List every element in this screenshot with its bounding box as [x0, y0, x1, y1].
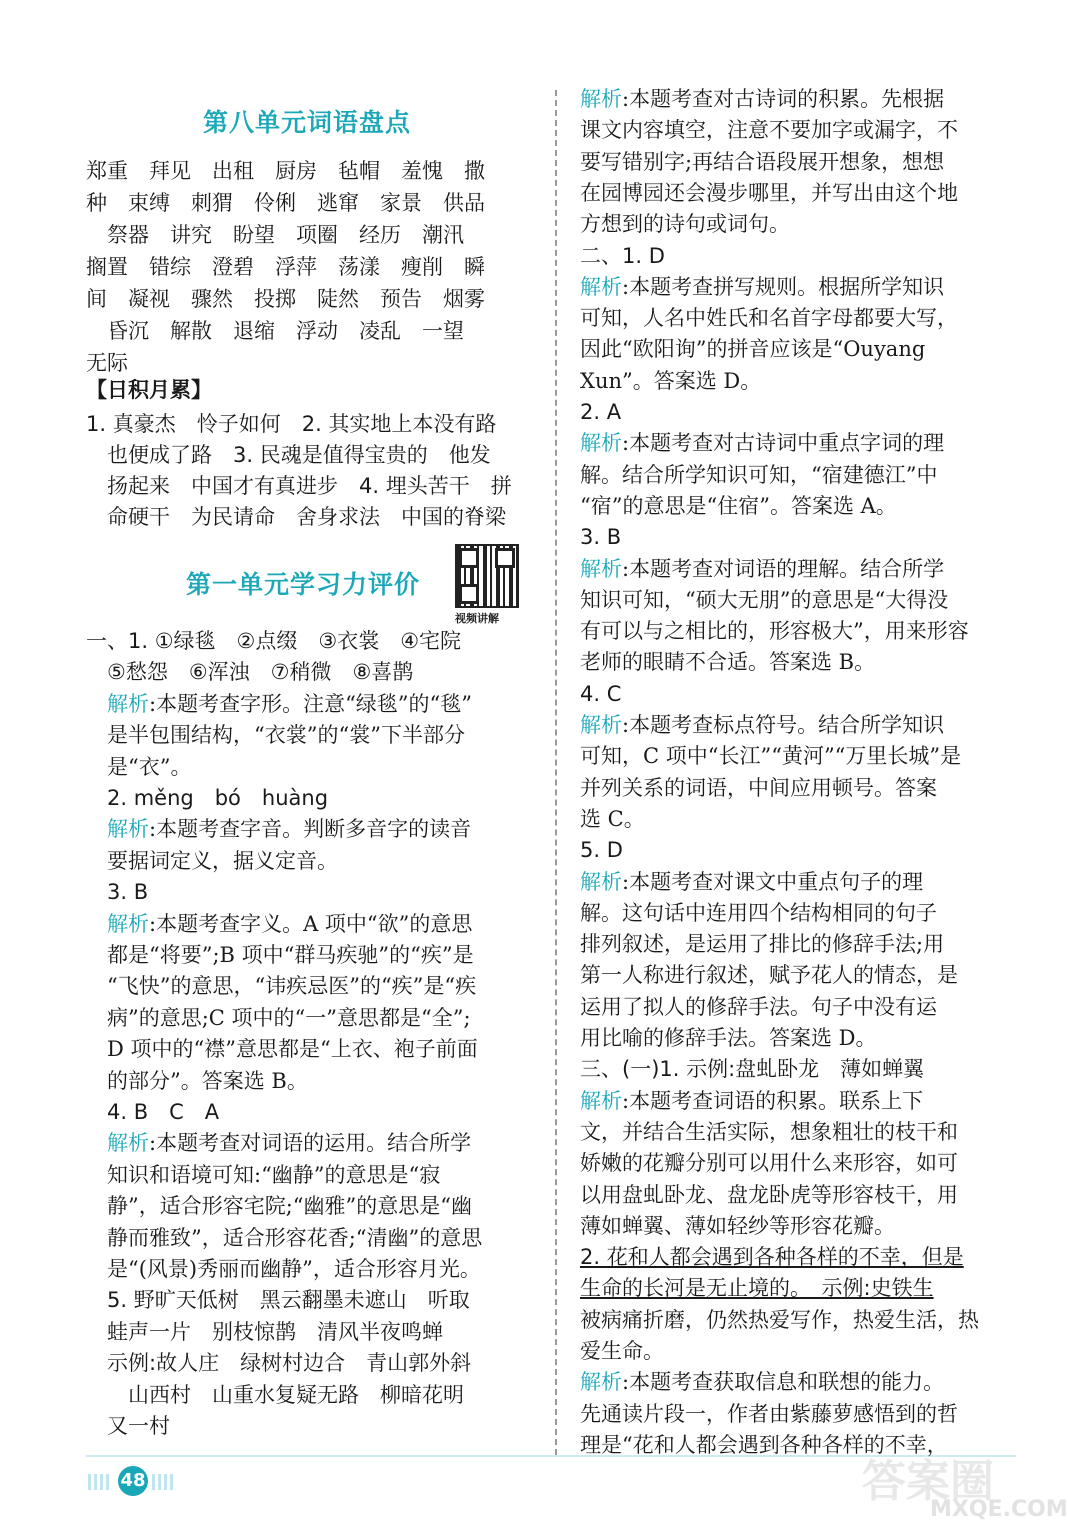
text-line — [86, 1097, 219, 1128]
text-line — [86, 1380, 464, 1411]
text-line — [580, 397, 621, 428]
line-text: 蛙声一片 别枝惊鹊 清风半夜鸣蝉 — [86, 1319, 443, 1344]
text-line — [86, 1317, 443, 1348]
accum-line: 扬起来 中国才有真进步 4. 埋头苦干 拼 — [86, 474, 512, 498]
text-line — [86, 940, 474, 971]
line-text: 被病痛折磨，仍然热爱写作，热爱生活，热 — [580, 1307, 979, 1332]
line-text: 一、1. ①绿毯 ②点缀 ③衣裳 ④宅院 — [86, 629, 462, 653]
line-text: 运用了拟人的修辞手法。句子中没有运 — [580, 994, 937, 1019]
line-text: 有可以与之相比的，形容极大”，用来形容 — [580, 619, 969, 644]
line-text: 选 C。 — [580, 806, 645, 831]
text-line — [580, 1023, 877, 1054]
text-line — [580, 1211, 895, 1242]
text-line — [580, 647, 875, 678]
text-line — [86, 846, 338, 877]
line-text: 用比喻的修辞手法。答案选 D。 — [580, 1026, 877, 1050]
line-text: 爱生命。 — [580, 1339, 664, 1363]
text-line — [86, 814, 471, 845]
line-text: :本题考查拼写规则。根据所学知识 — [622, 274, 945, 299]
text-line — [86, 1066, 308, 1097]
text-line — [580, 898, 937, 929]
text-line — [580, 1242, 964, 1273]
text-line — [86, 1034, 478, 1065]
line-text: 4. C — [580, 681, 622, 706]
text-line — [580, 334, 925, 365]
text-line — [86, 1128, 471, 1159]
line-text: 二、1. D — [580, 243, 665, 268]
line-text: 病”的意思;C 项中的“一”意思都是“全”; — [86, 1005, 471, 1030]
analysis-label: 解析 — [580, 713, 622, 737]
text-line — [580, 1117, 958, 1148]
watermark: 答案圈 — [862, 1456, 994, 1507]
line-text: 课文内容填空，注意不要加字或漏字，不 — [580, 118, 958, 143]
line-text: 解。结合所学知识可知，“宿建德江”中 — [580, 462, 938, 487]
text-line — [580, 554, 944, 585]
qr-code[interactable] — [455, 544, 519, 608]
qr-finder — [495, 548, 515, 568]
text-line — [580, 1430, 948, 1461]
line-text: 薄如蝉翼、薄如轻纱等形容花瓣。 — [580, 1213, 895, 1238]
line-text: 都是“将要”;B 项中“群马疾驰”的“疾”是 — [86, 943, 474, 967]
line-text: 是“(风景)秀丽而幽静”，适合形容月光。 — [86, 1257, 481, 1281]
line-text: 是半包围结构，“衣裳”的“裳”下半部分 — [86, 723, 465, 748]
line-text: 5. D — [580, 838, 623, 863]
text-line — [580, 1148, 958, 1179]
text-line — [580, 773, 937, 804]
text-line — [580, 710, 944, 741]
analysis-label: 解析 — [580, 87, 622, 111]
analysis-label: 解析 — [580, 274, 622, 299]
text-line — [86, 1285, 470, 1316]
text-line — [86, 909, 472, 940]
text-line — [580, 1336, 664, 1367]
text-line — [86, 971, 476, 1002]
footer-pattern — [152, 1474, 176, 1490]
text-line — [86, 1254, 481, 1285]
text-line — [580, 992, 937, 1023]
analysis-label: 解析 — [86, 1131, 149, 1156]
section-title: 第八单元词语盘点 — [203, 108, 412, 137]
text-line — [86, 783, 328, 814]
vocab-line: 祭器 讲究 盼望 项圈 经历 潮汛 — [86, 223, 464, 247]
qr-finder — [459, 548, 479, 568]
text-line — [580, 147, 944, 178]
vocab-line: 无际 — [86, 351, 128, 375]
line-text: 示例:故人庄 绿树村边合 青山郭外斜 — [86, 1351, 472, 1376]
analysis-label: 解析 — [86, 817, 149, 842]
text-line — [580, 272, 944, 303]
text-line — [580, 460, 937, 491]
text-line — [580, 804, 645, 835]
line-text: 三、(一)1. 示例:盘虬卧龙 薄如蝉翼 — [580, 1057, 925, 1082]
line-text: 解。这句话中连用四个结构相同的句子 — [580, 900, 937, 925]
line-text: 2. A — [580, 400, 622, 424]
line-text: 理是“花和人都会遇到各种各样的不幸， — [580, 1432, 948, 1457]
line-text: 要据词定义，据义定音。 — [86, 848, 338, 873]
line-text: 可知，C 项中“长江”“黄河”“万里长城”是 — [580, 744, 962, 769]
line-text: 要写错别字;再结合语段展开想象，想想 — [580, 149, 945, 174]
accum-line: 命硬干 为民请命 舍身求法 中国的脊梁 — [86, 505, 506, 529]
analysis-label: 解析 — [580, 1370, 622, 1395]
text-line — [86, 752, 191, 783]
line-text: :本题考查词语的积累。联系上下 — [622, 1088, 924, 1113]
text-line — [86, 689, 472, 720]
line-text: 在园博园还会漫步哪里，并写出由这个地 — [580, 180, 958, 205]
line-text: 知识可知，“硕大无朋”的意思是“大得没 — [580, 587, 949, 612]
text-line — [580, 303, 958, 334]
text-line — [86, 1160, 440, 1191]
analysis-label: 解析 — [580, 1088, 622, 1113]
line-text: D 项中的“襟”意思都是“上衣、袍子前面 — [86, 1037, 478, 1062]
line-text: 静而雅致”，适合形容花香;“清幽”的意思 — [86, 1225, 483, 1250]
text-line — [580, 1054, 924, 1085]
text-line — [580, 428, 944, 459]
analysis-label: 解析 — [580, 431, 622, 456]
line-text: :本题考查对课文中重点句子的理 — [622, 869, 924, 894]
text-line — [580, 616, 969, 647]
qr-finder — [459, 584, 479, 604]
line-text: :本题考查字音。判断多音字的读音 — [149, 817, 472, 842]
line-text: 文，并结合生活实际，想象粗壮的枝干和 — [580, 1119, 958, 1144]
line-text: 3. B — [580, 525, 622, 550]
text-line — [580, 679, 621, 710]
line-text: 2. měng bó huàng — [86, 786, 329, 810]
line-text: 第一人称进行叙述，赋予花人的情态，是 — [580, 963, 958, 988]
line-text: 可知，人名中姓氏和名首字母都要大写， — [580, 306, 958, 331]
text-line — [580, 1273, 934, 1304]
line-text: :本题考查字形。注意“绿毯”的“毯” — [149, 691, 473, 716]
text-line — [580, 209, 790, 240]
line-text: 方想到的诗句或词句。 — [580, 212, 790, 237]
line-text: 静”，适合形容宅院;“幽雅”的意思是“幽 — [86, 1194, 473, 1219]
line-text: 2. 花和人都会遇到各种各样的不幸，但是 — [580, 1245, 964, 1270]
text-line — [580, 741, 961, 772]
text-line — [580, 1086, 923, 1117]
text-line — [580, 929, 944, 960]
accum-line: 也便成了路 3. 民魂是值得宝贵的 他发 — [86, 443, 491, 467]
page-number: 48 — [118, 1466, 148, 1496]
text-line — [580, 1367, 944, 1398]
line-text: :本题考查对词语的理解。结合所学 — [622, 556, 945, 581]
text-line — [580, 241, 665, 272]
line-text: 并列关系的词语，中间应用顿号。答案 — [580, 775, 937, 800]
text-line — [86, 626, 461, 657]
text-line — [580, 84, 944, 115]
text-line — [580, 835, 623, 866]
text-line — [580, 867, 923, 898]
line-text: 以用盘虬卧龙、盘龙卧虎等形容枝干，用 — [580, 1182, 958, 1207]
analysis-label: 解析 — [86, 691, 149, 716]
text-line — [86, 720, 465, 751]
line-text: 排列叙述，是运用了排比的修辞手法;用 — [580, 932, 945, 957]
line-text: 3. B — [86, 880, 149, 905]
text-line — [86, 1411, 170, 1442]
line-text: 先通读片段一，作者由紫藤萝感悟到的哲 — [580, 1401, 958, 1426]
accum-label: 【日积月累】 — [86, 378, 212, 402]
analysis-label: 解析 — [580, 869, 622, 894]
line-text: :本题考查对古诗词中重点字词的理 — [622, 431, 945, 456]
text-line — [86, 1223, 482, 1254]
line-text: 知识和语境可知:“幽静”的意思是“寂 — [86, 1162, 441, 1187]
text-line — [86, 1191, 472, 1222]
line-text: :本题考查对古诗词的积累。先根据 — [622, 87, 945, 111]
text-line — [580, 178, 958, 209]
line-text: ⑤愁怨 ⑥浑浊 ⑦稍微 ⑧喜鹊 — [86, 660, 414, 685]
text-line — [86, 657, 413, 688]
line-text: 生命的长河是无止境的。 示例:史铁生 — [580, 1276, 934, 1301]
text-line — [580, 1305, 979, 1336]
text-line — [580, 1180, 958, 1211]
text-line — [580, 522, 621, 553]
vocab-line: 搁置 错综 澄碧 浮萍 荡漾 瘦削 瞬 — [86, 255, 485, 279]
line-text: :本题考查获取信息和联想的能力。 — [622, 1370, 945, 1395]
line-text: 又一村 — [86, 1414, 170, 1438]
line-text: 是“衣”。 — [86, 754, 192, 779]
text-line — [86, 1003, 471, 1034]
line-text: 5. 野旷天低树 黑云翻墨未遮山 听取 — [86, 1288, 470, 1313]
line-text: 因此“欧阳询”的拼音应该是“Ouyang — [580, 337, 926, 362]
line-text: “飞快”的意思，“讳疾忌医”的“疾”是“疾 — [86, 974, 477, 999]
vocab-line: 种 束缚 刺猬 伶俐 逃窜 家景 供品 — [86, 191, 485, 215]
line-text: 老师的眼睛不合适。答案选 B。 — [580, 650, 876, 675]
watermark-url: MXQE.COM — [930, 1497, 1068, 1522]
line-text: 的部分”。答案选 B。 — [86, 1068, 308, 1093]
vocab-line: 昏沉 解散 退缩 浮动 凌乱 一望 — [86, 319, 464, 343]
line-text: :本题考查标点符号。结合所学知识 — [622, 713, 945, 737]
text-line — [580, 960, 958, 991]
text-line — [580, 115, 958, 146]
accum-line: 1. 真豪杰 怜子如何 2. 其实地上本没有路 — [86, 412, 497, 436]
line-text: 4. B C A — [86, 1100, 220, 1124]
line-text: “宿”的意思是“住宿”。答案选 A。 — [580, 493, 897, 518]
text-line — [580, 1399, 958, 1430]
line-text: 山西村 山重水复疑无路 柳暗花明 — [86, 1382, 464, 1407]
footer-pattern — [88, 1474, 112, 1490]
section-title: 第一单元学习力评价 — [186, 570, 421, 599]
text-line — [580, 585, 948, 616]
vocab-line: 间 凝视 骤然 投掷 陡然 预告 烟雾 — [86, 287, 485, 311]
line-text: Xun”。答案选 D。 — [580, 368, 762, 393]
column-divider — [555, 90, 557, 1455]
line-text: :本题考查字义。A 项中“欲”的意思 — [149, 911, 473, 936]
analysis-label: 解析 — [86, 911, 149, 936]
analysis-label: 解析 — [580, 556, 622, 581]
line-text: 娇嫩的花瓣分别可以用什么来形容，如可 — [580, 1151, 958, 1176]
text-line — [86, 1348, 471, 1379]
text-line — [580, 366, 761, 397]
vocab-line: 郑重 拜见 出租 厨房 毡帽 羞愧 撒 — [86, 159, 485, 183]
qr-label: 视频讲解 — [455, 612, 499, 625]
text-line — [580, 491, 897, 522]
line-text: :本题考查对词语的运用。结合所学 — [149, 1131, 472, 1156]
text-line — [86, 877, 148, 908]
